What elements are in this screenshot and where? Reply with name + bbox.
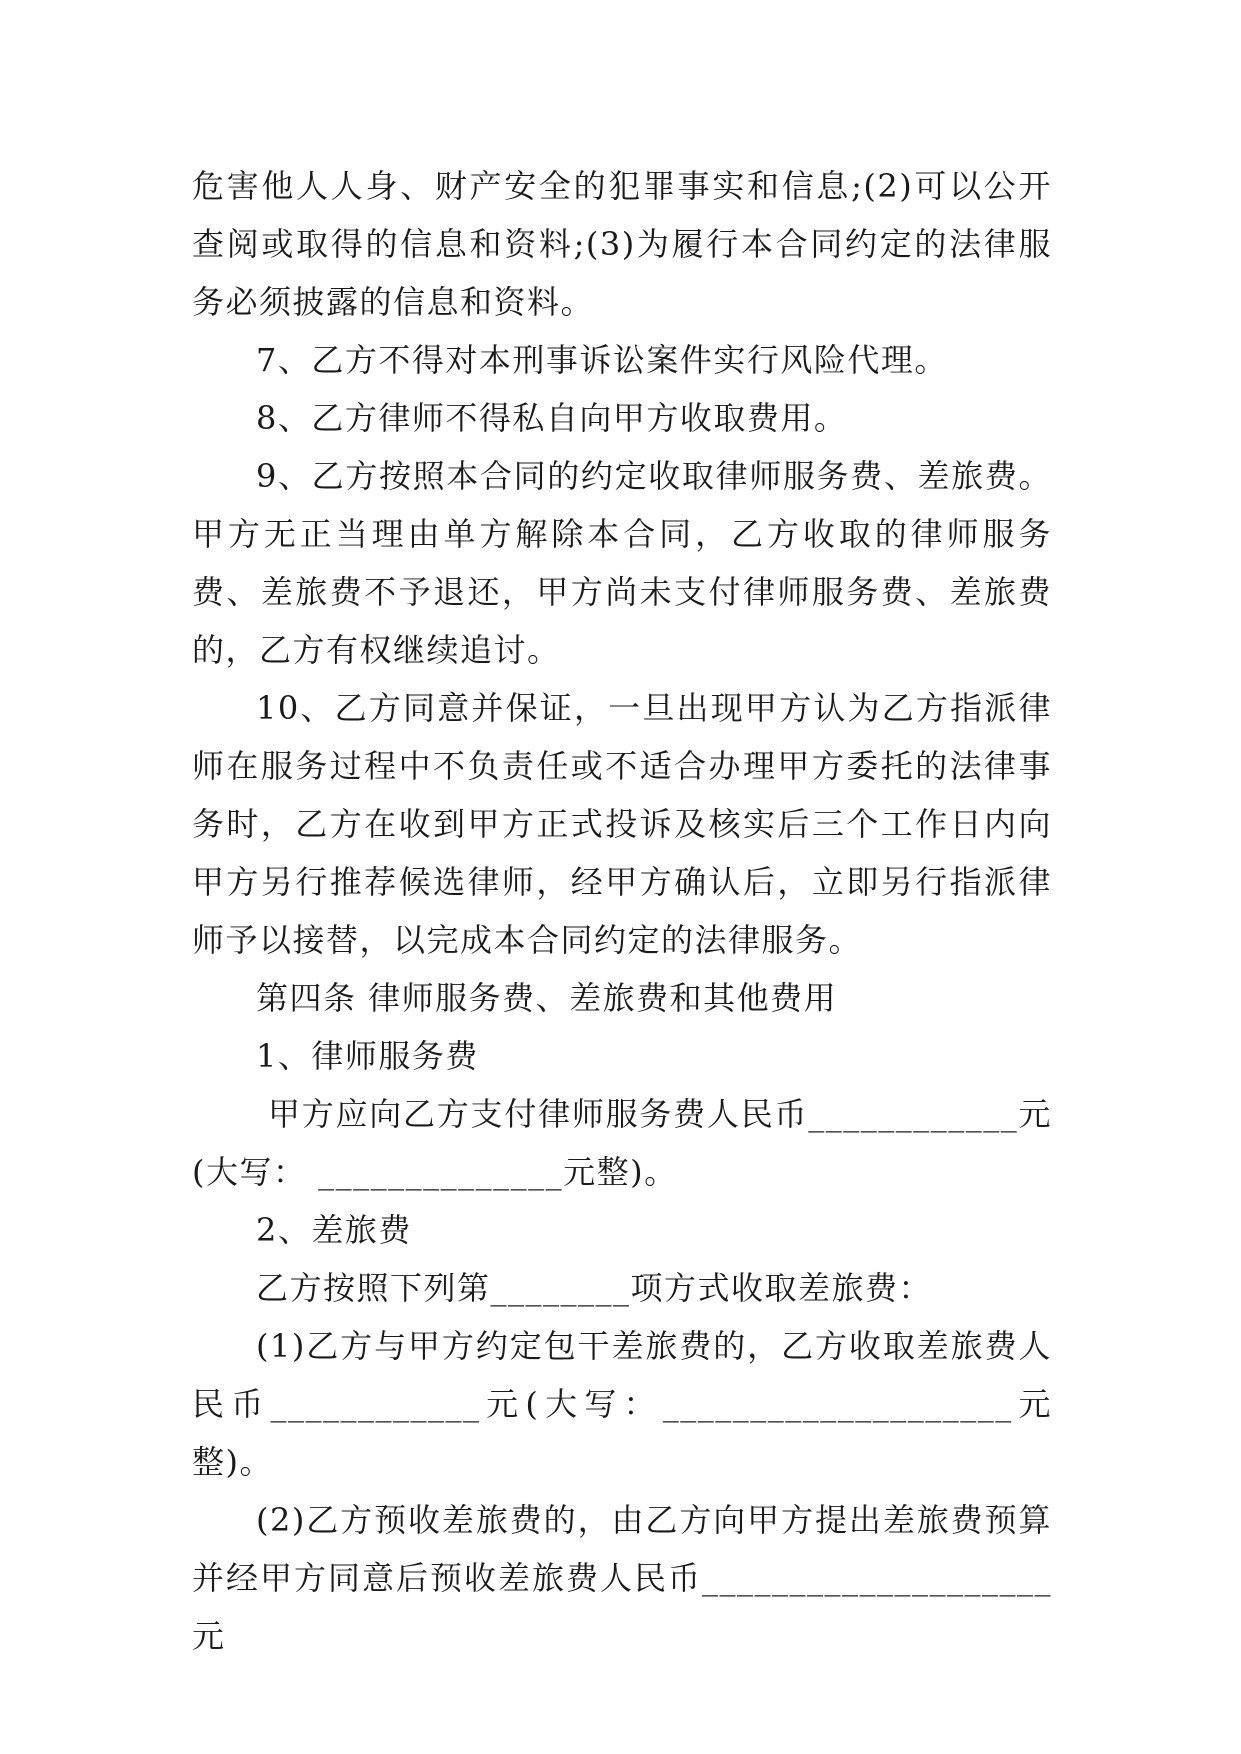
paragraph-lawyer-fee-amount: 甲方应向乙方支付律师服务费人民币____________元(大写： ______________元整)。 (192, 1095, 1052, 1191)
paragraph-clause-7: 7、乙方不得对本刑事诉讼案件实行风险代理。 (256, 341, 948, 379)
section-lawyer-fee-heading: 1、律师服务费 (256, 1037, 479, 1075)
paragraph-clause-9: 9、乙方按照本合同的约定收取律师服务费、差旅费。甲方无正当理由单方解除本合同，乙方收取的律师服务费、差旅费不予退还，甲方尚未支付律师服务费、差旅费的，乙方有权继续追讨。 (192, 457, 1052, 669)
paragraph-clause-8: 8、乙方律师不得私自向甲方收取费用。 (256, 399, 848, 437)
section-travel-expense-heading: 2、差旅费 (256, 1211, 412, 1249)
paragraph-travel-option-2: (2)乙方预收差旅费的，由乙方向甲方提出差旅费预算并经甲方同意后预收差旅费人民币____________________元 (192, 1501, 1052, 1655)
document-body (192, 157, 1052, 1665)
article-4-heading: 第四条 律师服务费、差旅费和其他费用 (256, 979, 838, 1017)
paragraph-confidentiality-exceptions: 危害他人人身、财产安全的犯罪事实和信息;(2)可以公开查阅或取得的信息和资料;(3)为履行本合同约定的法律服务必须披露的信息和资料。 (192, 167, 1052, 321)
paragraph-clause-10: 10、乙方同意并保证，一旦出现甲方认为乙方指派律师在服务过程中不负责任或不适合办理甲方委托的法律事务时，乙方在收到甲方正式投诉及核实后三个工作日内向甲方另行推荐候选律师，经甲方确认后，立即另行指派律师予以接替，以完成本合同约定的法律服务。 (192, 689, 1052, 959)
paragraph-travel-expense-method: 乙方按照下列第________项方式收取差旅费： (256, 1269, 933, 1307)
paragraph-travel-option-1: (1)乙方与甲方约定包干差旅费的，乙方收取差旅费人民币____________元(大写：____________________元整)。 (192, 1327, 1052, 1481)
